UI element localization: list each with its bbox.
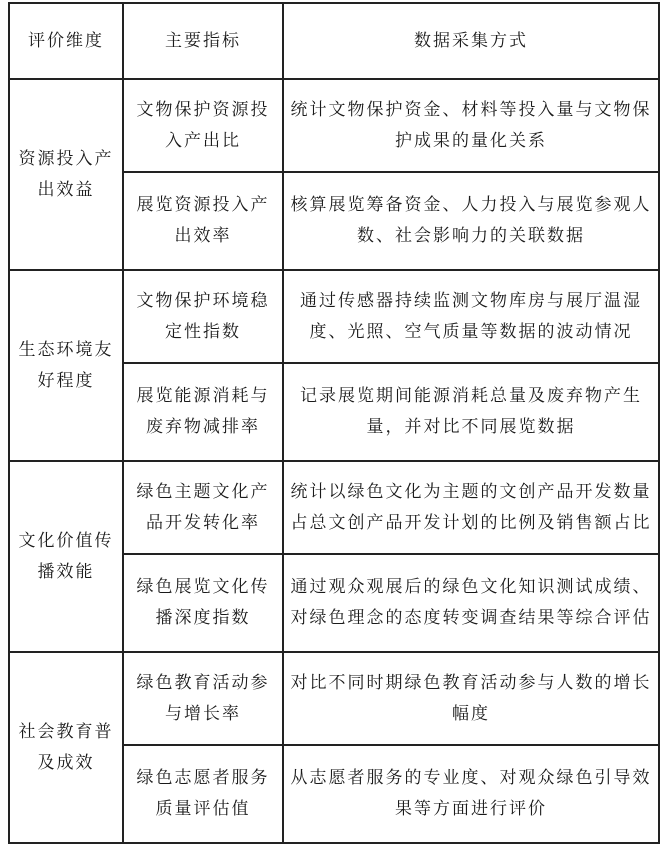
indicator-cell: 绿色展览文化传播深度指数 [123,554,283,652]
header-method: 数据采集方式 [283,3,659,79]
table-row [9,79,659,172]
method-cell: 核算展览筹备资金、人力投入与展览参观人数、社会影响力的关联数据 [283,172,659,270]
dimension-cell: 生态环境友好程度 [9,270,123,461]
dimension-cell: 文化价值传播效能 [9,461,123,652]
table-row [9,270,659,363]
method-cell: 统计文物保护资金、材料等投入量与文物保护成果的量化关系 [283,79,659,172]
header-row [9,3,659,79]
method-cell: 对比不同时期绿色教育活动参与人数的增长幅度 [283,652,659,745]
indicator-cell: 展览能源消耗与废弃物减排率 [123,363,283,461]
indicator-cell: 文物保护环境稳定性指数 [123,270,283,363]
indicator-cell: 展览资源投入产出效率 [123,172,283,270]
indicator-cell: 绿色志愿者服务质量评估值 [123,745,283,843]
indicator-cell: 绿色教育活动参与增长率 [123,652,283,745]
header-dimension: 评价维度 [9,3,123,79]
method-cell: 从志愿者服务的专业度、对观众绿色引导效果等方面进行评价 [283,745,659,843]
dimension-cell: 社会教育普及成效 [9,652,123,843]
indicator-cell: 文物保护资源投入产出比 [123,79,283,172]
method-cell: 统计以绿色文化为主题的文创产品开发数量占总文创产品开发计划的比例及销售额占比 [283,461,659,554]
method-cell: 通过观众观展后的绿色文化知识测试成绩、对绿色理念的态度转变调查结果等综合评估 [283,554,659,652]
header-indicator: 主要指标 [123,3,283,79]
table-row [9,461,659,554]
method-cell: 记录展览期间能源消耗总量及废弃物产生量，并对比不同展览数据 [283,363,659,461]
table-row [9,652,659,745]
evaluation-table [8,2,660,844]
method-cell: 通过传感器持续监测文物库房与展厅温湿度、光照、空气质量等数据的波动情况 [283,270,659,363]
indicator-cell: 绿色主题文化产品开发转化率 [123,461,283,554]
dimension-cell: 资源投入产出效益 [9,79,123,270]
